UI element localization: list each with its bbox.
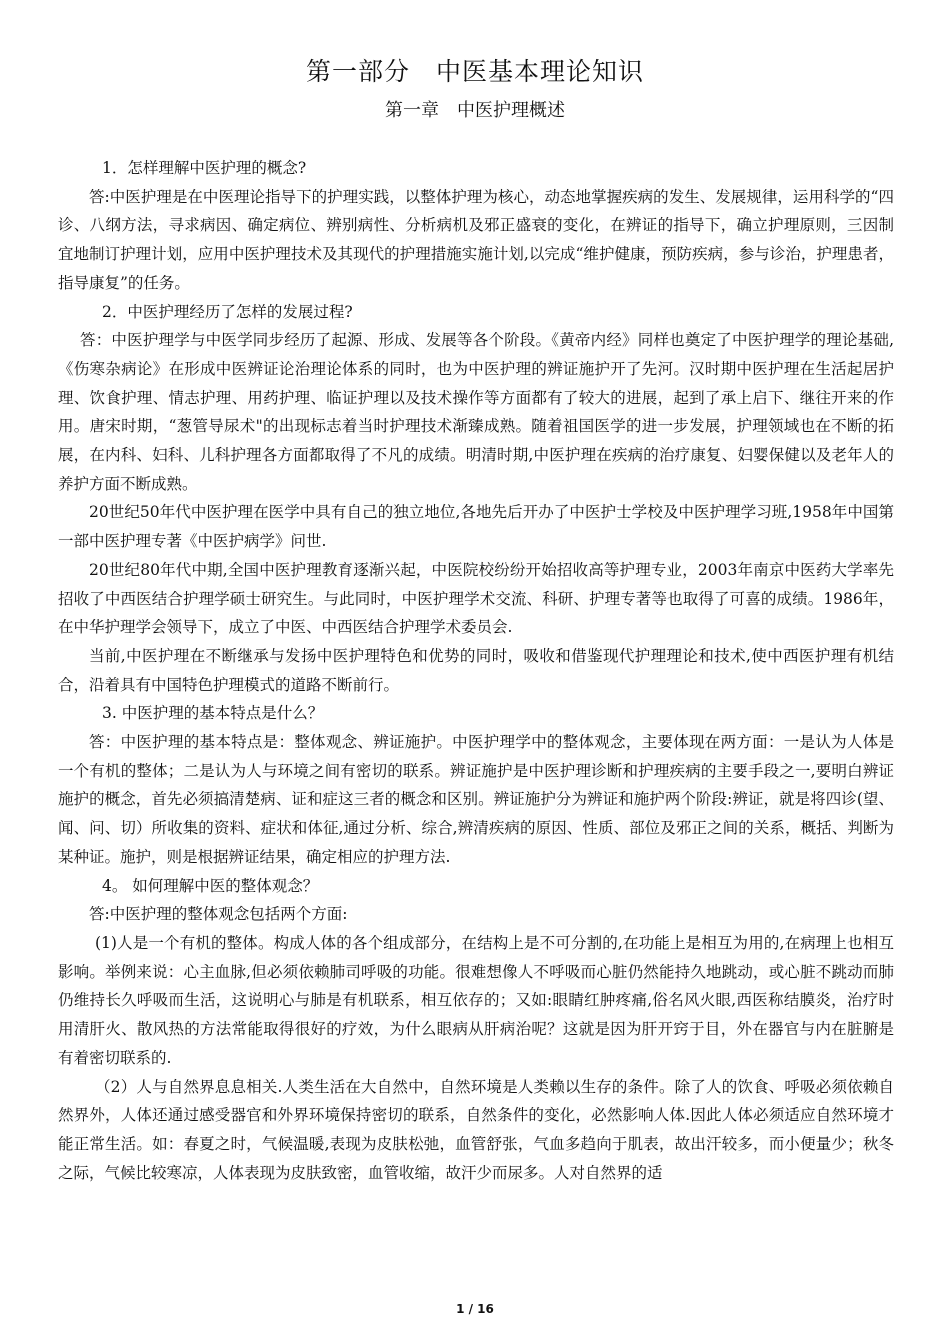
question-3: 3. 中医护理的基本特点是什么？	[102, 704, 324, 723]
answer-4-point-2: （2）人与自然界息息相关.人类生活在大自然中，自然环境是人类赖以生存的条件。除了人的饮食、呼吸必须依赖自然界外，人体还通过感受器官和外界环境保持密切的联系，自然条件的变化，必然影响人体.因此人体必须适应自然环境才能正常生活。如：春夏之时，气候温暖,表现为皮肤松弛，血管舒张，气血多趋向于肌表，故出汗较多，而小便量少；秋冬之际，气候比较寒凉，人体表现为皮肤致密，血管收缩，故汗少而尿多。人对自然界的适	[58, 1077, 894, 1182]
page-number: 1 / 16	[456, 1302, 494, 1316]
answer-2-para-4: 当前,中医护理在不断继承与发扬中医护理特色和优势的同时，吸收和借鉴现代护理理论和技术,使中西医护理有机结合，沿着具有中国特色护理模式的道路不断前行。	[58, 646, 894, 694]
page-title: 第一部分 中医基本理论知识	[305, 57, 644, 86]
answer-4: 答:中医护理的整体观念包括两个方面:	[89, 905, 348, 924]
answer-3: 答：中医护理的基本特点是：整体观念、辨证施护。中医护理学中的整体观念，主要体现在两方面：一是认为人体是一个有机的整体；二是认为人与环境之间有密切的联系。辨证施护是中医护理诊断和护理疾病的主要手段之一,要明白辨证施护的概念，首先必须搞清楚病、证和症这三者的概念和区别。辨证施护分为辨证和施护两个阶段:辨证，就是将四诊(望、闻、问、切）所收集的资料、症状和体征,通过分析、综合,辨清疾病的原因、性质、部位及邪正之间的关系，概括、判断为某种证。施护，则是根据辨证结果，确定相应的护理方法.	[58, 733, 894, 866]
question-2: 2．中医护理经历了怎样的发展过程?	[102, 302, 353, 321]
answer-2-para-2: 20世纪50年代中医护理在医学中具有自己的独立地位,各地先后开办了中医护士学校及中医护理学习班,1958年中国第一部中医护理专著《中医护病学》问世.	[58, 503, 894, 551]
answer-2-para-3: 20世纪80年代中期,全国中医护理教育逐渐兴起，中医院校纷纷开始招收高等护理专业，2003年南京中医药大学率先招收了中西医结合护理学硕士研究生。与此同时，中医护理学术交流、科研、护理专著等也取得了可喜的成绩。1986年，在中华护理学会领导下，成立了中医、中西医结合护理学术委员会.	[58, 560, 894, 637]
body-text	[58, 154, 894, 1187]
answer-1: 答:中医护理是在中医理论指导下的护理实践，以整体护理为核心，动态地掌握疾病的发生、发展规律，运用科学的“四诊、八纲方法，寻求病因、确定病位、辨别病性、分析病机及邪正盛衰的变化，在辨证的指导下，确立护理原则，三因制宜地制订护理计划，应用中医护理技术及其现代的护理措施实施计划,以完成“维护健康，预防疾病，参与诊治，护理患者，指导康复”的任务。	[58, 187, 894, 292]
answer-2: 答：中医护理学与中医学同步经历了起源、形成、发展等各个阶段。《黄帝内经》同样也奠定了中医护理学的理论基础,《伤寒杂病论》在形成中医辨证论治理论体系的同时，也为中医护理的辨证施护开了先河。汉时期中医护理在生活起居护理、饮食护理、情志护理、用药护理、临证护理以及技术操作等方面都有了较大的进展，起到了承上启下、继往开来的作用。唐宋时期，“葱管导尿术"的出现标志着当时护理技术渐臻成熟。随着祖国医学的进一步发展，护理领域也在不断的拓展，在内科、妇科、儿科护理各方面都取得了不凡的成绩。明清时期,中医护理在疾病的治疗康复、妇婴保健以及老年人的养护方面不断成熟。	[58, 331, 894, 493]
answer-4-point-1: (1)人是一个有机的整体。构成人体的各个组成部分，在结构上是不可分割的,在功能上是相互为用的,在病理上也相互影响。举例来说：心主血脉,但必须依赖肺司呼吸的功能。很难想像人不呼吸而心脏仍然能持久地跳动，或心脏不跳动而肺仍维持长久呼吸而生活，这说明心与肺是有机联系，相互依存的；又如:眼睛红肿疼痛,俗名风火眼,西医称结膜炎，治疗时用清肝火、散风热的方法常能取得很好的疗效，为什么眼病从肝病治呢？这就是因为肝开窍于目，外在器官与内在脏腑是有着密切联系的.	[58, 933, 894, 1067]
chapter-title: 第一章 中医护理概述	[385, 100, 565, 121]
question-4: 4。 如何理解中医的整体观念？	[102, 876, 319, 895]
question-1: 1．怎样理解中医护理的概念?	[102, 159, 307, 177]
